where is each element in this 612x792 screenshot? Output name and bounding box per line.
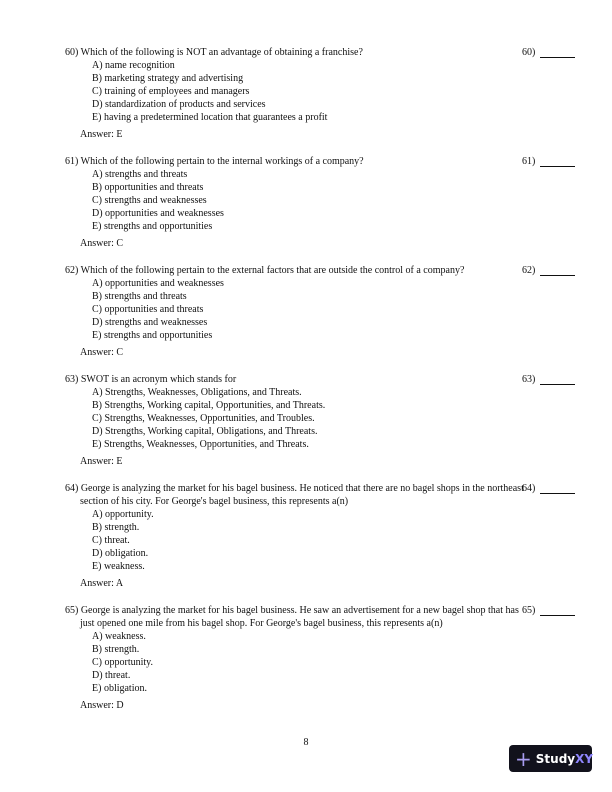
answer-option: B) strength. <box>92 644 140 655</box>
question-text: 65) George is analyzing the market for his bagel business. He saw an advertisement for a new bagel shop that has just opened one mile from his bagel shop. For George's bagel business, this represents a(n) <box>65 605 519 629</box>
answer-blank <box>540 166 575 167</box>
answer-option: A) strengths and threats <box>92 169 188 180</box>
answer-blank <box>540 493 575 494</box>
question-number-right: 61) <box>522 156 536 167</box>
answer-option: C) threat. <box>92 535 130 546</box>
answer-key: Answer: A <box>80 578 124 589</box>
question-number-right: 64) <box>522 483 536 494</box>
answer-option: A) name recognition <box>92 60 175 71</box>
answer-option: B) opportunities and threats <box>92 182 204 193</box>
answer-key: Answer: E <box>80 129 123 140</box>
question-list <box>65 46 595 726</box>
question-number-right: 60) <box>522 47 536 58</box>
answer-option: B) marketing strategy and advertising <box>92 73 244 84</box>
question-text: 62) Which of the following pertain to the external factors that are outside the control of a company? <box>65 265 465 276</box>
question-item <box>65 264 595 359</box>
answer-key: Answer: E <box>80 456 123 467</box>
question-item <box>65 155 595 250</box>
page-number: 8 <box>303 737 309 748</box>
question-text: 61) Which of the following pertain to the internal workings of a company? <box>65 156 364 167</box>
answer-option: E) strengths and opportunities <box>92 221 213 232</box>
question-item <box>65 46 595 141</box>
question-item <box>65 482 595 590</box>
answer-blank <box>540 57 575 58</box>
answer-option: B) strength. <box>92 522 140 533</box>
studyxy-logo[interactable] <box>509 745 592 772</box>
answer-option: D) opportunities and weaknesses <box>92 208 224 219</box>
answer-option: A) opportunities and weaknesses <box>92 278 224 289</box>
question-item <box>65 604 595 712</box>
question-text: 63) SWOT is an acronym which stands for <box>65 374 237 385</box>
answer-option: C) strengths and weaknesses <box>92 195 207 206</box>
answer-option: E) strengths and opportunities <box>92 330 213 341</box>
answer-option: E) having a predetermined location that guarantees a profit <box>92 112 328 123</box>
answer-option: D) standardization of products and services <box>92 99 266 110</box>
question-number-right: 63) <box>522 374 536 385</box>
answer-blank <box>540 384 575 385</box>
logo-text: Study <box>535 751 576 766</box>
answer-option: C) Strengths, Weaknesses, Opportunities, and Troubles. <box>92 413 315 424</box>
answer-option: E) obligation. <box>92 683 147 694</box>
answer-option: C) training of employees and managers <box>92 86 250 97</box>
answer-key: Answer: C <box>80 238 124 249</box>
answer-option: B) strengths and threats <box>92 291 187 302</box>
question-text: 60) Which of the following is NOT an advantage of obtaining a franchise? <box>65 47 363 58</box>
answer-option: B) Strengths, Working capital, Opportunities, and Threats. <box>92 400 326 411</box>
question-number-right: 65) <box>522 605 536 616</box>
answer-blank <box>540 275 575 276</box>
question-number-right: 62) <box>522 265 536 276</box>
answer-option: E) Strengths, Weaknesses, Opportunities, and Threats. <box>92 439 309 450</box>
answer-blank <box>540 615 575 616</box>
answer-option: A) Strengths, Weaknesses, Obligations, and Threats. <box>92 387 302 398</box>
answer-option: D) strengths and weaknesses <box>92 317 208 328</box>
answer-option: D) obligation. <box>92 548 149 559</box>
answer-option: D) threat. <box>92 670 131 681</box>
plus-icon: + <box>515 746 532 771</box>
question-item <box>65 373 595 468</box>
logo-accent: XY <box>575 751 594 766</box>
answer-option: C) opportunity. <box>92 657 154 668</box>
question-text: 64) George is analyzing the market for his bagel business. He noticed that there are no bagel shops in the northeast section of his city. For George's bagel business, this represents a(n) <box>65 483 524 507</box>
answer-option: A) opportunity. <box>92 509 154 520</box>
answer-option: E) weakness. <box>92 561 145 572</box>
answer-option: A) weakness. <box>92 631 146 642</box>
answer-option: D) Strengths, Working capital, Obligations, and Threats. <box>92 426 318 437</box>
answer-key: Answer: C <box>80 347 124 358</box>
answer-option: C) opportunities and threats <box>92 304 204 315</box>
answer-key: Answer: D <box>80 700 124 711</box>
